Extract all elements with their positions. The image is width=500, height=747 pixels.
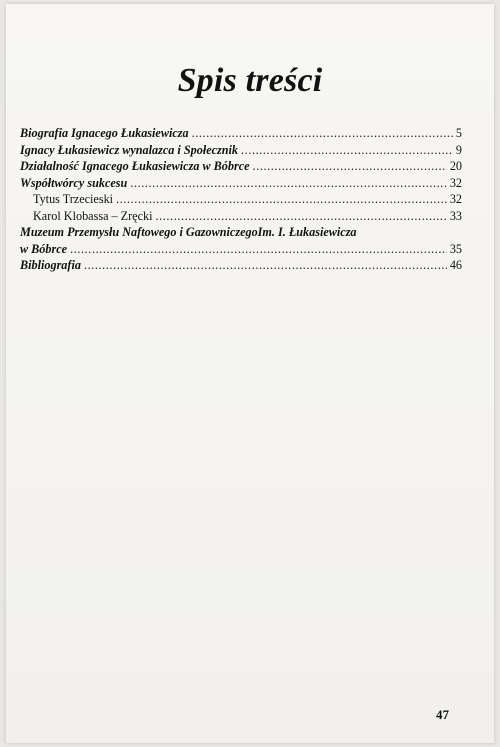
toc-entry-label: Karol Klobassa – Zręcki <box>33 208 153 223</box>
dot-leader <box>116 191 447 208</box>
page-title: Spis treści <box>177 62 323 99</box>
toc-entry-bibliografia <box>20 257 462 274</box>
toc-entry-page: 35 <box>449 241 462 256</box>
toc-entry-label: Ignacy Łukasiewicz wynalazca i Społecznik <box>20 142 239 157</box>
toc-entry-muzeum-line1: Muzeum Przemysłu Naftowego i GazowniczegoIm. I. Łukasiewicza <box>20 225 357 239</box>
toc-entry-biografia <box>20 125 462 142</box>
toc-entry-page: 32 <box>449 192 462 206</box>
dot-leader <box>192 125 453 142</box>
dot-leader <box>70 241 447 258</box>
toc-entry-page: 32 <box>449 175 462 190</box>
table-of-contents <box>20 125 462 274</box>
toc-entry-label: Współtwórcy sukcesu <box>20 175 128 190</box>
toc-entry-page: 9 <box>455 142 462 157</box>
page-number: 47 <box>436 707 449 722</box>
toc-subentry-klobassa <box>20 208 462 225</box>
toc-entry-page: 20 <box>449 159 462 173</box>
toc-entry-page: 5 <box>455 126 462 140</box>
book-page <box>6 4 494 743</box>
dot-leader <box>130 175 446 192</box>
dot-leader <box>253 158 447 175</box>
toc-entry-label: w Bóbrce <box>20 241 68 256</box>
dot-leader <box>84 257 447 274</box>
toc-entry-label: Bibliografia <box>20 258 81 272</box>
toc-entry-label: Biografia Ignacego Łukasiewicza <box>20 126 189 140</box>
dot-leader <box>155 208 446 225</box>
toc-entry-label: Tytus Trzecieski <box>33 192 114 206</box>
toc-subentry-trzecieski <box>20 191 462 208</box>
toc-entry-wynalazca <box>20 142 462 159</box>
toc-entry-wspoltworcy <box>20 175 462 192</box>
toc-entry-page: 46 <box>449 258 462 272</box>
dot-leader <box>241 142 453 159</box>
toc-entry-muzeum <box>20 241 462 258</box>
toc-entry-label: Działalność Ignacego Łukasiewicza w Bóbrce <box>20 159 250 173</box>
toc-entry-page: 33 <box>449 208 462 223</box>
toc-entry-dzialalnosc <box>20 158 462 175</box>
